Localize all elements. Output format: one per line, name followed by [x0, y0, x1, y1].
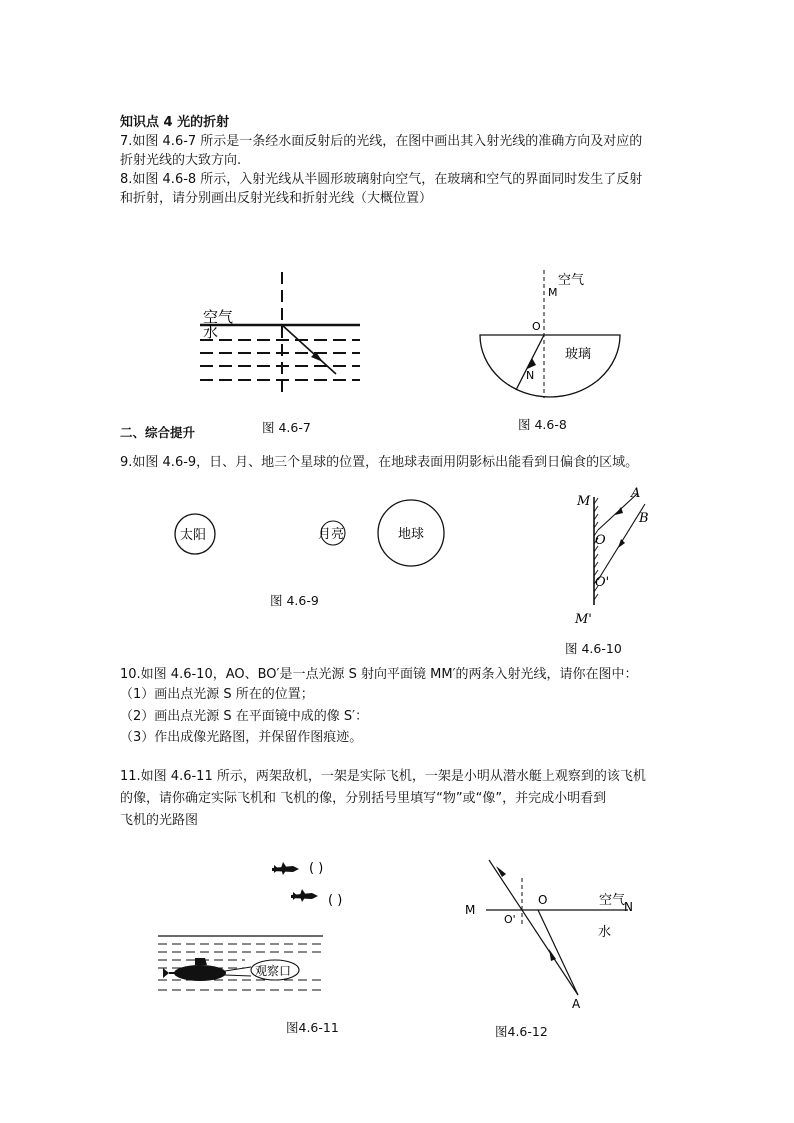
a-label: A: [631, 486, 641, 501]
q8-line1: 8.如图 4.6-8 所示，入射光线从半圆形玻璃射向空气，在玻璃和空气的界面同时发生了反射: [120, 172, 643, 187]
figure-4-6-12: [462, 855, 642, 1010]
o-prime-label: O': [504, 913, 516, 926]
air-label: 空气: [599, 893, 626, 908]
n-label: N: [526, 369, 535, 382]
ray-incident: [489, 860, 578, 995]
q11-line3: 飞机的光路图: [120, 813, 199, 828]
caption-4-6-8: 图 4.6-8: [518, 417, 567, 432]
blank-1: ( ): [309, 861, 324, 876]
q11-line2: 的像，请你确定实际飞机和 飞机的像，分别括号里填写“物”或“像”，并完成小明看到: [120, 791, 607, 806]
caption-4-6-11: 图4.6-11: [286, 1020, 339, 1035]
m-label: M: [548, 286, 558, 299]
water-label: 水: [203, 323, 219, 341]
a-label: A: [572, 997, 581, 1011]
m-label: M: [465, 903, 476, 917]
blank-2: ( ): [328, 893, 343, 908]
air-label: 空气: [558, 273, 585, 288]
figure-4-6-8: [470, 266, 630, 401]
figure-4-6-7: [195, 268, 365, 398]
caption-4-6-9: 图 4.6-9: [270, 593, 319, 608]
q11-line1: 11.如图 4.6-11 所示，两架敌机，一架是实际飞机，一架是小明从潜水艇上观察到的该飞机: [120, 769, 646, 784]
q8-line2: 和折射，请分别画出反射光线和折射光线（大概位置）: [120, 191, 433, 206]
q10-item2: （2）画出点光源 S 在平面镜中成的像 S′：: [120, 709, 369, 724]
water-label: 水: [598, 925, 612, 940]
figure-4-6-9: [170, 495, 470, 575]
caption-4-6-12: 图4.6-12: [495, 1024, 548, 1039]
q10-line1: 10.如图 4.6-10，AO、BO′是一点光源 S 射向平面镜 MM′的两条入射光线，请你在图中：: [120, 667, 638, 682]
o-label: O: [595, 533, 606, 548]
reflected-ray: [282, 325, 336, 374]
ray-a-to-o: [538, 910, 578, 995]
air-label: 空气: [203, 308, 234, 326]
o-prime-label: O': [595, 575, 610, 590]
q7-line1: 7.如图 4.6-7 所示是一条经水面反射后的光线，在图中画出其入射光线的准确方向及对应的: [120, 134, 643, 149]
submarine: [163, 958, 251, 981]
window-label: 观察口: [255, 964, 292, 978]
ray-arrow: [527, 358, 536, 369]
caption-4-6-7: 图 4.6-7: [262, 420, 311, 435]
q10-item1: （1）画出点光源 S 所在的位置；: [120, 687, 314, 702]
moon-label: 月亮: [318, 527, 345, 542]
caption-4-6-10: 图 4.6-10: [565, 641, 622, 656]
glass-label: 玻璃: [565, 347, 592, 362]
sun-label: 太阳: [180, 528, 207, 543]
section-heading: 知识点 4 光的折射: [120, 115, 230, 130]
airplane-bottom: [291, 889, 318, 902]
m-prime-label: M': [575, 612, 592, 627]
figure-4-6-11: [155, 852, 343, 1012]
b-label: B: [639, 511, 649, 526]
n-label: N: [624, 900, 633, 914]
airplane-top: [272, 862, 299, 875]
q10-item3: （3）作出成像光路图，并保留作图痕迹。: [120, 730, 363, 745]
q9-text: 9.如图 4.6-9，日、月、地三个星球的位置，在地球表面用阴影标出能看到日偏食的区域。: [120, 455, 639, 470]
section2-heading: 二、综合提升: [120, 425, 196, 440]
o-label: O: [532, 320, 541, 333]
earth-label: 地球: [398, 527, 425, 542]
figure-4-6-10: [565, 480, 665, 630]
o-label: O: [538, 893, 548, 907]
m-label: M: [577, 494, 591, 509]
q7-line2: 折射光线的大致方向.: [120, 153, 242, 168]
